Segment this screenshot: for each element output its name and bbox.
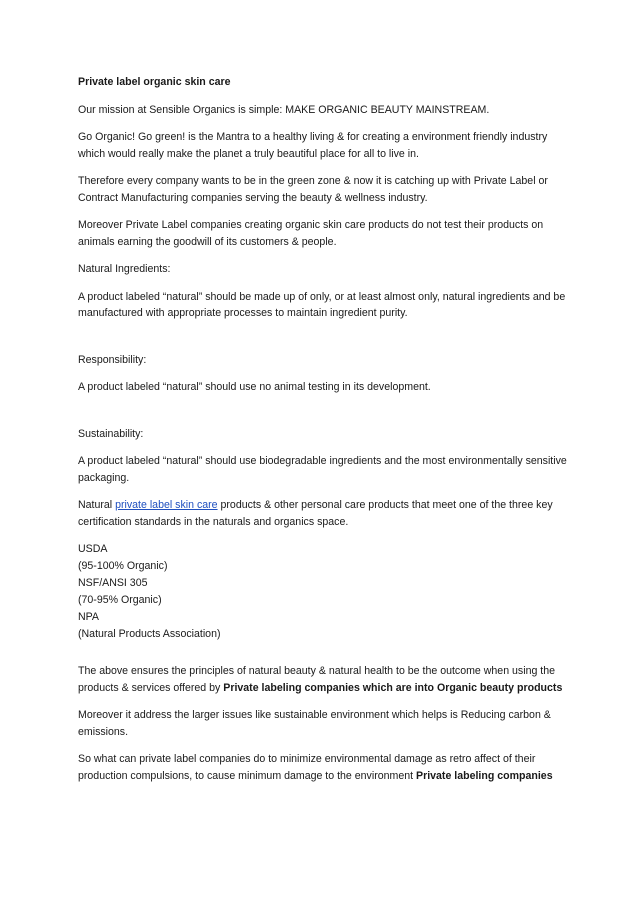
paragraph-therefore: Therefore every company wants to be in the green zone & now it is catching up with Private Label or Contract Manufacturing companies serving the beauty & wellness industry. xyxy=(78,175,548,204)
private-label-skin-care-link[interactable]: private label skin care xyxy=(115,499,218,511)
cert-item: (Natural Products Association) xyxy=(78,628,221,640)
paragraph-moreover: Moreover Private Label companies creating organic skin care products do not test their products on animals earning the goodwill of its customers & people. xyxy=(78,219,544,248)
cert-item: NSF/ANSI 305 xyxy=(78,577,148,589)
certification-text-end: products & other personal care products that meet one of the three key certification standards in the naturals and organics space. xyxy=(78,499,553,528)
so-what-text: So what can private label companies do to minimize environmental damage as retro affect of their production compulsions, to cause minimum damage to the environment xyxy=(78,753,536,782)
above-text: The above ensures the principles of natural beauty & natural health to be the outcome when using the products & services offered by xyxy=(78,665,556,694)
heading-responsibility: Responsibility: xyxy=(78,353,147,366)
cert-item: NPA xyxy=(78,611,99,623)
above-bold-text: Private labeling companies which are into Organic beauty products xyxy=(223,681,563,694)
certification-list xyxy=(78,541,568,643)
paragraph-mission: Our mission at Sensible Organics is simple: MAKE ORGANIC BEAUTY MAINSTREAM. xyxy=(78,103,490,116)
paragraph-larger-issues: Moreover it address the larger issues like sustainable environment which helps is Reducing carbon & emissions. xyxy=(78,709,551,738)
paragraph-above-ensures xyxy=(78,663,568,696)
paragraph-natural: A product labeled “natural” should be made up of only, or at least almost only, natural ingredients and be manufactured with appropriate processes to maintain ingredient purity. xyxy=(78,290,566,319)
paragraph-certification xyxy=(78,497,568,530)
so-what-bold-text: Private labeling companies xyxy=(416,769,553,782)
heading-sustainability: Sustainability: xyxy=(78,427,144,440)
paragraph-sustainability: A product labeled “natural” should use biodegradable ingredients and the most environmentally sensitive packaging. xyxy=(78,455,567,484)
document-title: Private label organic skin care xyxy=(78,76,231,88)
cert-item: (95-100% Organic) xyxy=(78,560,168,572)
paragraph-responsibility: A product labeled “natural” should use no animal testing in its development. xyxy=(78,381,431,393)
paragraph-go-organic: Go Organic! Go green! is the Mantra to a healthy living & for creating a environment friendly industry which would really make the planet a truly beautiful place for all to live in. xyxy=(78,131,548,160)
document-page xyxy=(78,74,568,795)
cert-item: (70-95% Organic) xyxy=(78,594,162,606)
certification-text-start: Natural xyxy=(78,499,116,511)
heading-natural-ingredients: Natural Ingredients: xyxy=(78,263,171,275)
cert-item: USDA xyxy=(78,543,108,555)
paragraph-so-what xyxy=(78,751,568,784)
